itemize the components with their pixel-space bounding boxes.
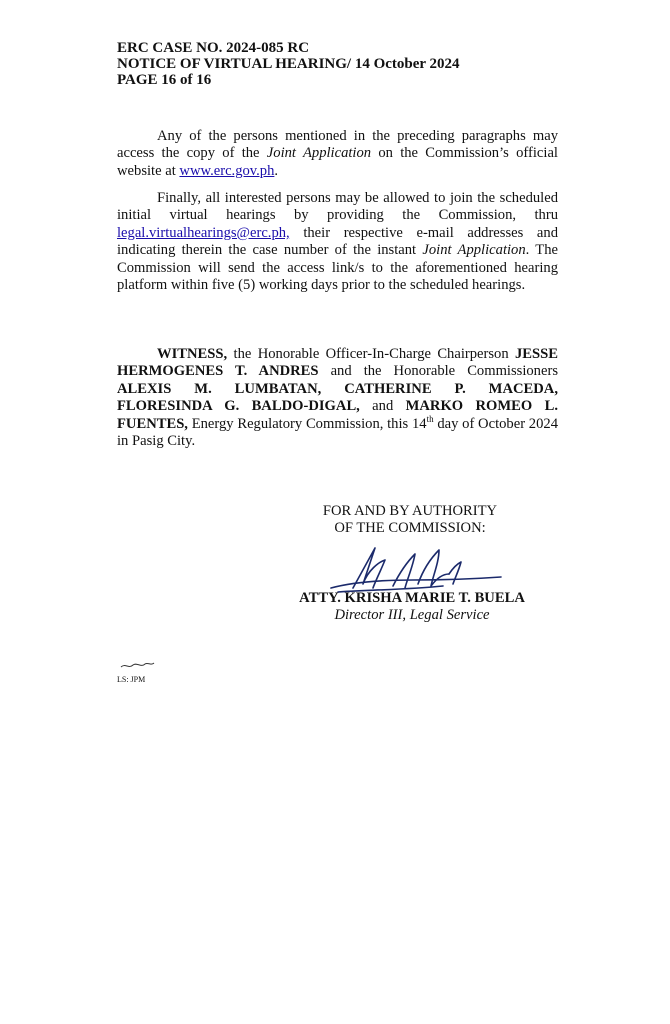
para1-text-3: . bbox=[274, 162, 279, 179]
ordinal-suffix: th bbox=[426, 413, 434, 424]
para3-text-4: Energy Regulatory Commission, this 14 bbox=[187, 415, 427, 432]
typist-initials: LS: JPM bbox=[117, 675, 146, 684]
page-number: PAGE 16 of 16 bbox=[117, 72, 212, 88]
witness-label: WITNESS, bbox=[157, 346, 228, 362]
erc-website-link[interactable]: www.erc.gov.ph bbox=[179, 162, 275, 179]
initials-scribble bbox=[117, 658, 157, 672]
para2-joint-application: Joint Application bbox=[422, 242, 526, 259]
document-header bbox=[117, 40, 557, 88]
authority-block bbox=[305, 503, 515, 537]
authority-line-2: OF THE COMMISSION: bbox=[334, 520, 486, 536]
signatory-block bbox=[272, 590, 552, 624]
para1-text-1: Any of the persons mentioned in the preceding paragraphs may access the copy of the bbox=[117, 128, 558, 162]
para2-text-2: their respective e-mail addresses and indicating therein the case number of the instant bbox=[117, 224, 558, 259]
chairperson-name: JESSE HERMOGENES T. ANDRES bbox=[117, 346, 558, 380]
para2-text-3: . The Commission will send the access link/s to the aforementioned hearing platform within five (5) working days prior to the scheduled hearings. bbox=[117, 242, 558, 294]
para3-text-3: and bbox=[359, 398, 406, 415]
authority-line-1: FOR AND BY AUTHORITY bbox=[322, 503, 498, 519]
paragraph-access-copy bbox=[117, 128, 558, 180]
signatory-name: ATTY. KRISHA MARIE T. BUELA bbox=[299, 590, 525, 606]
para3-text-2: and the Honorable Commissioners bbox=[318, 363, 559, 380]
paragraph-virtual-hearing bbox=[117, 190, 558, 294]
paragraph-witness bbox=[117, 346, 558, 450]
para1-joint-application: Joint Application bbox=[266, 145, 372, 162]
para2-text-1: Finally, all interested persons may be allowed to join the scheduled initial virtual hearings by providing the Commission, thru bbox=[117, 190, 558, 224]
para3-text-1: the Honorable Officer-In-Charge Chairperson bbox=[227, 346, 515, 362]
para1-text-2: on the Commission’s official website at bbox=[117, 145, 558, 179]
signatory-title: Director III, Legal Service bbox=[334, 607, 490, 623]
case-number: ERC CASE NO. 2024-085 RC bbox=[117, 40, 310, 56]
commissioner-name-last: MARKO ROMEO L. FUENTES, bbox=[117, 398, 558, 432]
para3-text-5: day of October 2024 in Pasig City. bbox=[117, 415, 558, 450]
notice-title: NOTICE OF VIRTUAL HEARING/ 14 October 2024 bbox=[117, 56, 460, 72]
commissioner-names: ALEXIS M. LUMBATAN, CATHERINE P. MACEDA, FLORESINDA G. BALDO-DIGAL, bbox=[117, 380, 558, 415]
virtual-hearings-email-link[interactable]: legal.virtualhearings@erc.ph, bbox=[117, 224, 290, 241]
